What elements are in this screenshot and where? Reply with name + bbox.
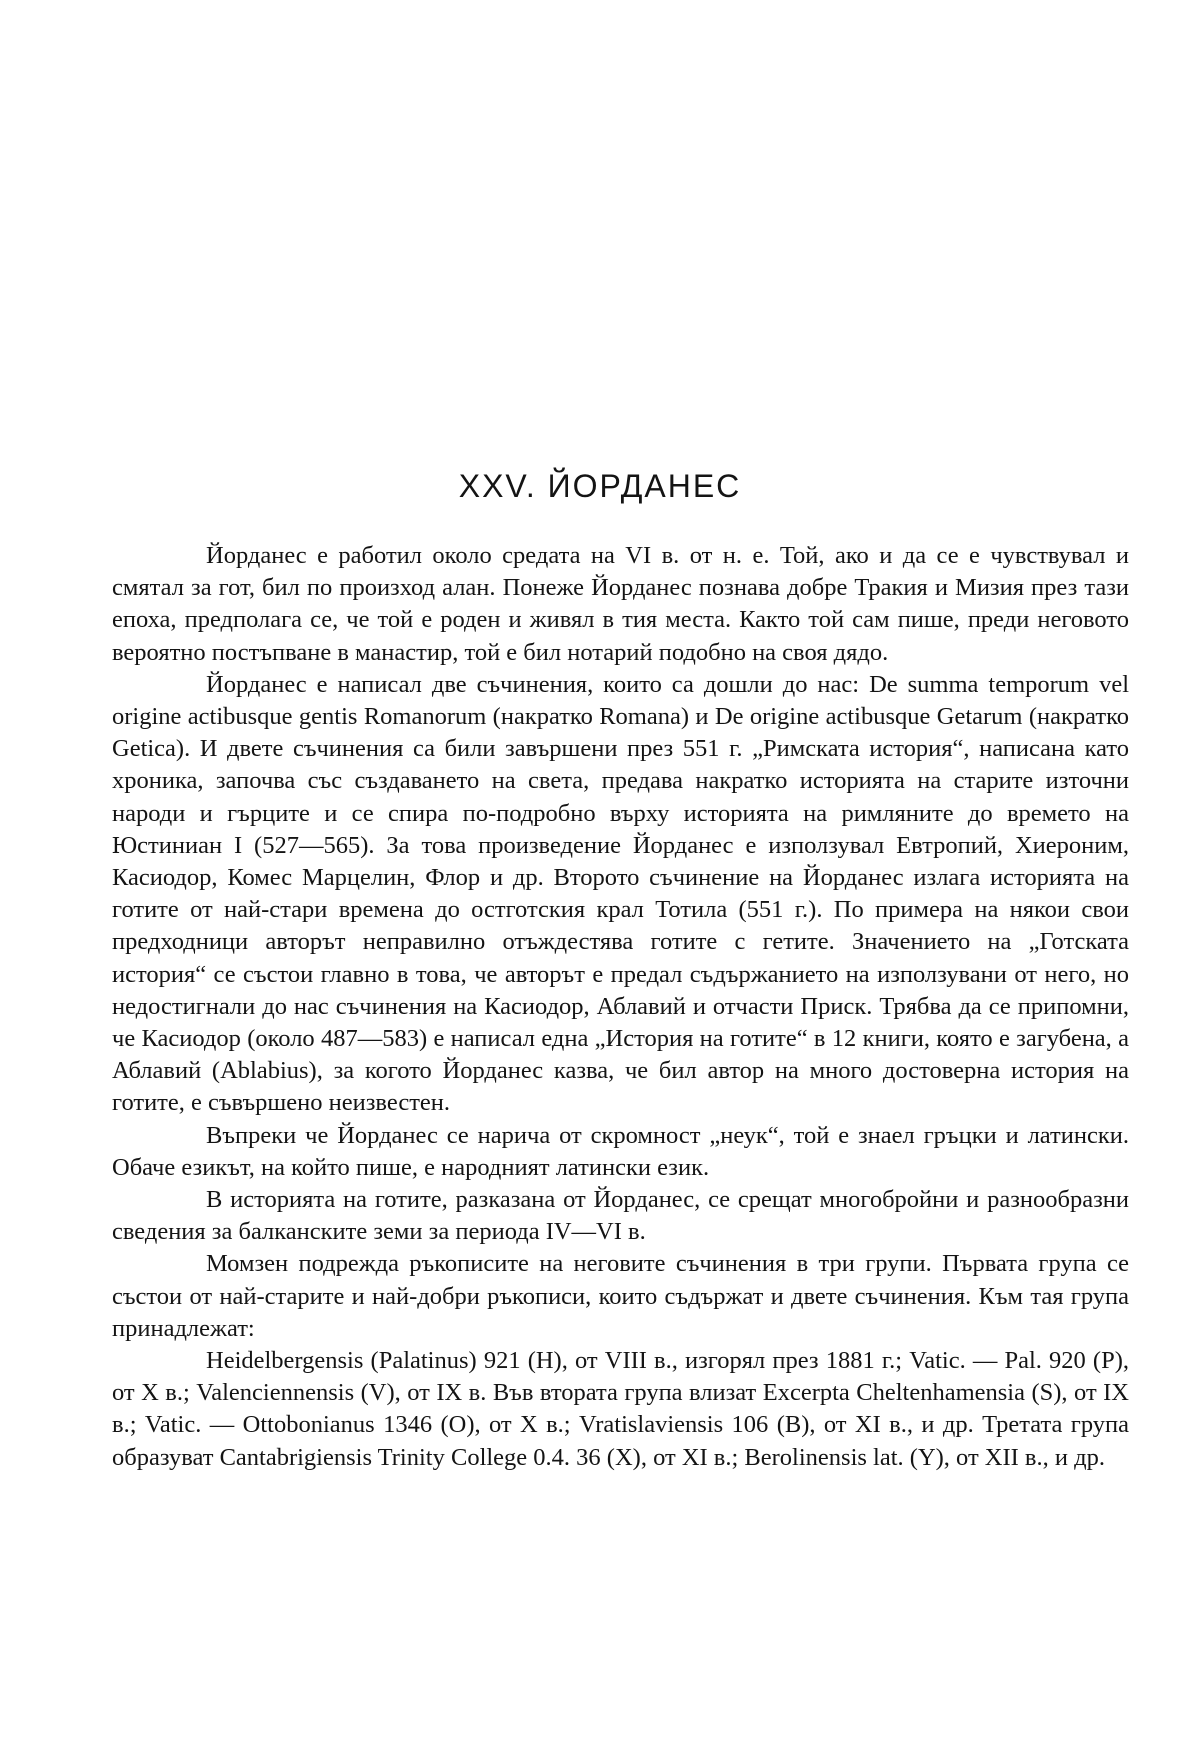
paragraph: Момзен подрежда ръкописите на неговите съчинения в три групи. Първата група се състои от най-старите и най-добри ръкописи, които съдържат и двете съчинения. Към тая група принадлежат: <box>112 1250 1129 1342</box>
paragraph: Въпреки че Йорданес се нарича от скромност „неук“, той е знаел гръцки и латински. Обаче езикът, на който пише, е народният латински език. <box>112 1121 1129 1181</box>
paragraph: Heidelbergensis (Palatinus) 921 (H), от VIII в., изгорял през 1881 г.; Vatic. — Pal. 920 (P), от X в.; Valenciennensis (V), от IX в. Във втората група влизат Excerpta Cheltenhamensia (S), от IX в.; Vatic. — Ottobonianus 1346 (O), от X в.; Vratislaviensis 106 (B), от XI в., и др. Третата група образуват Cantabrigiensis Trinity College 0.4. 36 (X), от XI в.; Berolinensis lat. (Y), от XII в., и др. <box>112 1347 1129 1471</box>
chapter-body <box>112 540 1129 1474</box>
paragraph: Йорданес е написал две съчинения, които са дошли до нас: De summa temporum vel origine actibusque gentis Romanorum (накратко Romana) и De origine actibusque Getarum (накратко Getica). И двете съчинения са били завършени през 551 г. „Римската история“, написана като хроника, започва със създаването на света, предава накратко историята на старите източни народи и гърците и се спира по-подробно върху историята на римляните до времето на Юстиниан I (527—565). За това произведение Йорданес е използувал Евтропий, Хиероним, Касиодор, Комес Марцелин, Флор и др. Второто съчинение на Йорданес излага историята на готите от най-стари времена до остготския крал Тотила (551 г.). По примера на някои свои предходници авторът неправилно отъждестява готите с гетите. Значението на „Готската история“ се състои главно в това, че авторът е предал съдържанието на използувани от него, но недостигнали до нас съчинения на Касиодор, Аблавий и отчасти Приск. Трябва да се припомни, че Касиодор (около 487—583) е написал една „История на готите“ в 12 книги, която е загубена, а Аблавий (Ablabius), за когото Йорданес казва, че бил автор на много достоверна история на готите, е съвършено неизвестен. <box>112 670 1129 1117</box>
chapter-title: XXV. ЙОРДАНЕС <box>458 468 742 504</box>
paragraph: В историята на готите, разказана от Йорданес, се срещат многобройни и разнообразни сведения за балканските земи за периода IV—VI в. <box>112 1186 1129 1246</box>
paragraph: Йорданес е работил около средата на VI в. от н. е. Той, ако и да се е чувствувал и смятал за гот, бил по произход алан. Понеже Йорданес познава добре Тракия и Мизия през тази епоха, предполага се, че той е роден и живял в тия места. Както той сам пише, преди неговото вероятно постъпване в манастир, той е бил нотарий подобно на своя дядо. <box>112 542 1129 666</box>
